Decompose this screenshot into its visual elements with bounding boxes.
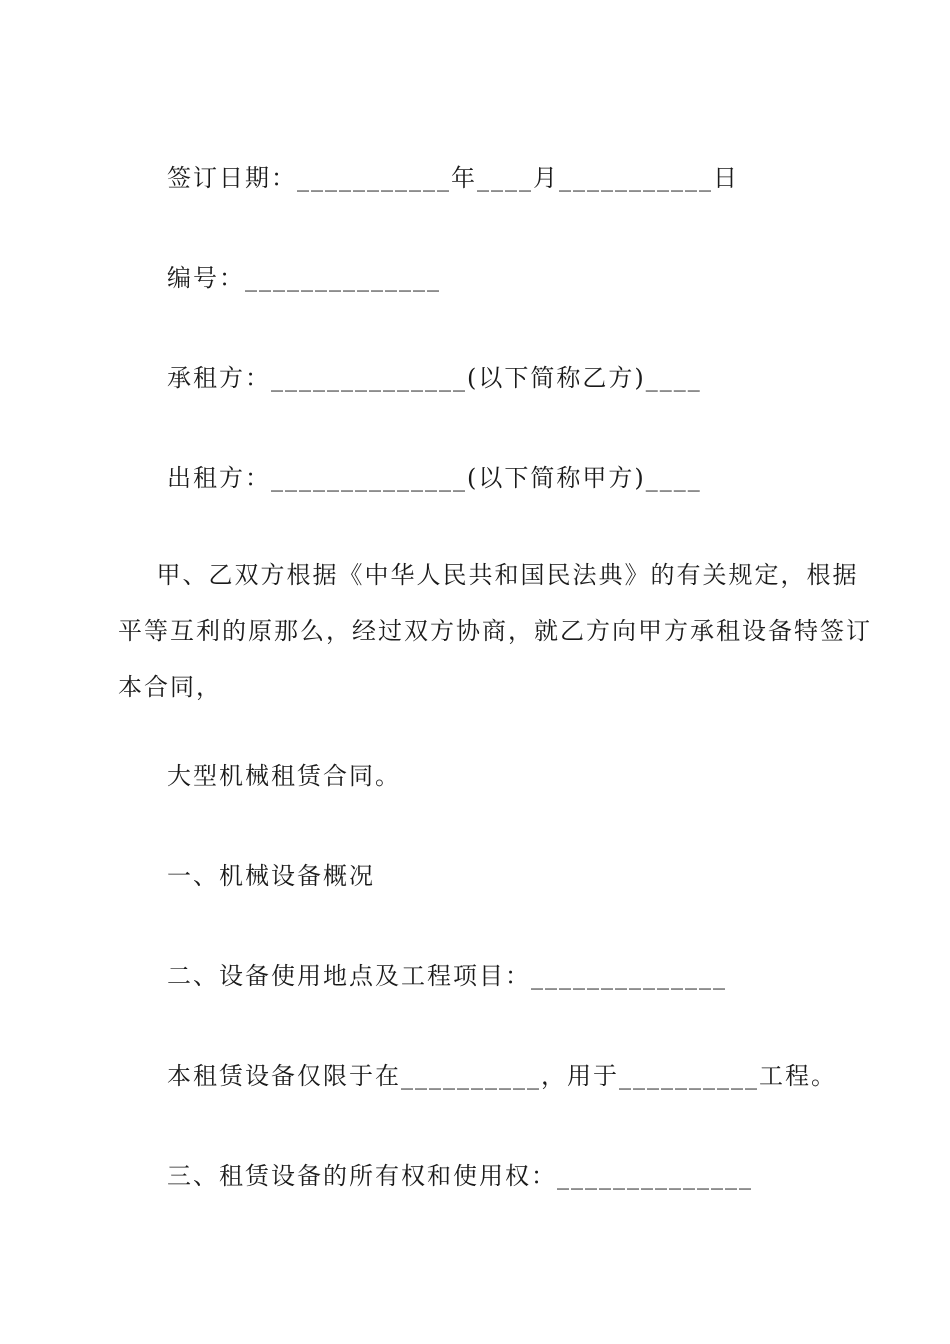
serial-number-line: 编号：______________: [167, 264, 441, 292]
intro-paragraph: [118, 547, 872, 715]
intro-line: 甲、乙双方根据《中华人民共和国民法典》的有关规定，根据: [118, 561, 859, 589]
section-heading-2: 二、设备使用地点及工程项目：______________: [167, 962, 727, 990]
sign-date-line: 签订日期：___________年____月___________日: [167, 164, 739, 192]
usage-scope-line: 本租赁设备仅限于在__________，用于__________工程。: [167, 1062, 837, 1090]
lessor-line: 出租方：______________(以下简称甲方)____: [167, 464, 702, 492]
contract-title: 大型机械租赁合同。: [167, 762, 401, 790]
section-heading-1: 一、机械设备概况: [167, 862, 375, 890]
section-heading-3: 三、租赁设备的所有权和使用权：______________: [167, 1162, 753, 1190]
lessee-line: 承租方：______________(以下简称乙方)____: [167, 364, 702, 392]
intro-line: 本合同，: [118, 673, 222, 701]
intro-line: 平等互利的原那么，经过双方协商，就乙方向甲方承租设备特签订: [118, 617, 872, 645]
